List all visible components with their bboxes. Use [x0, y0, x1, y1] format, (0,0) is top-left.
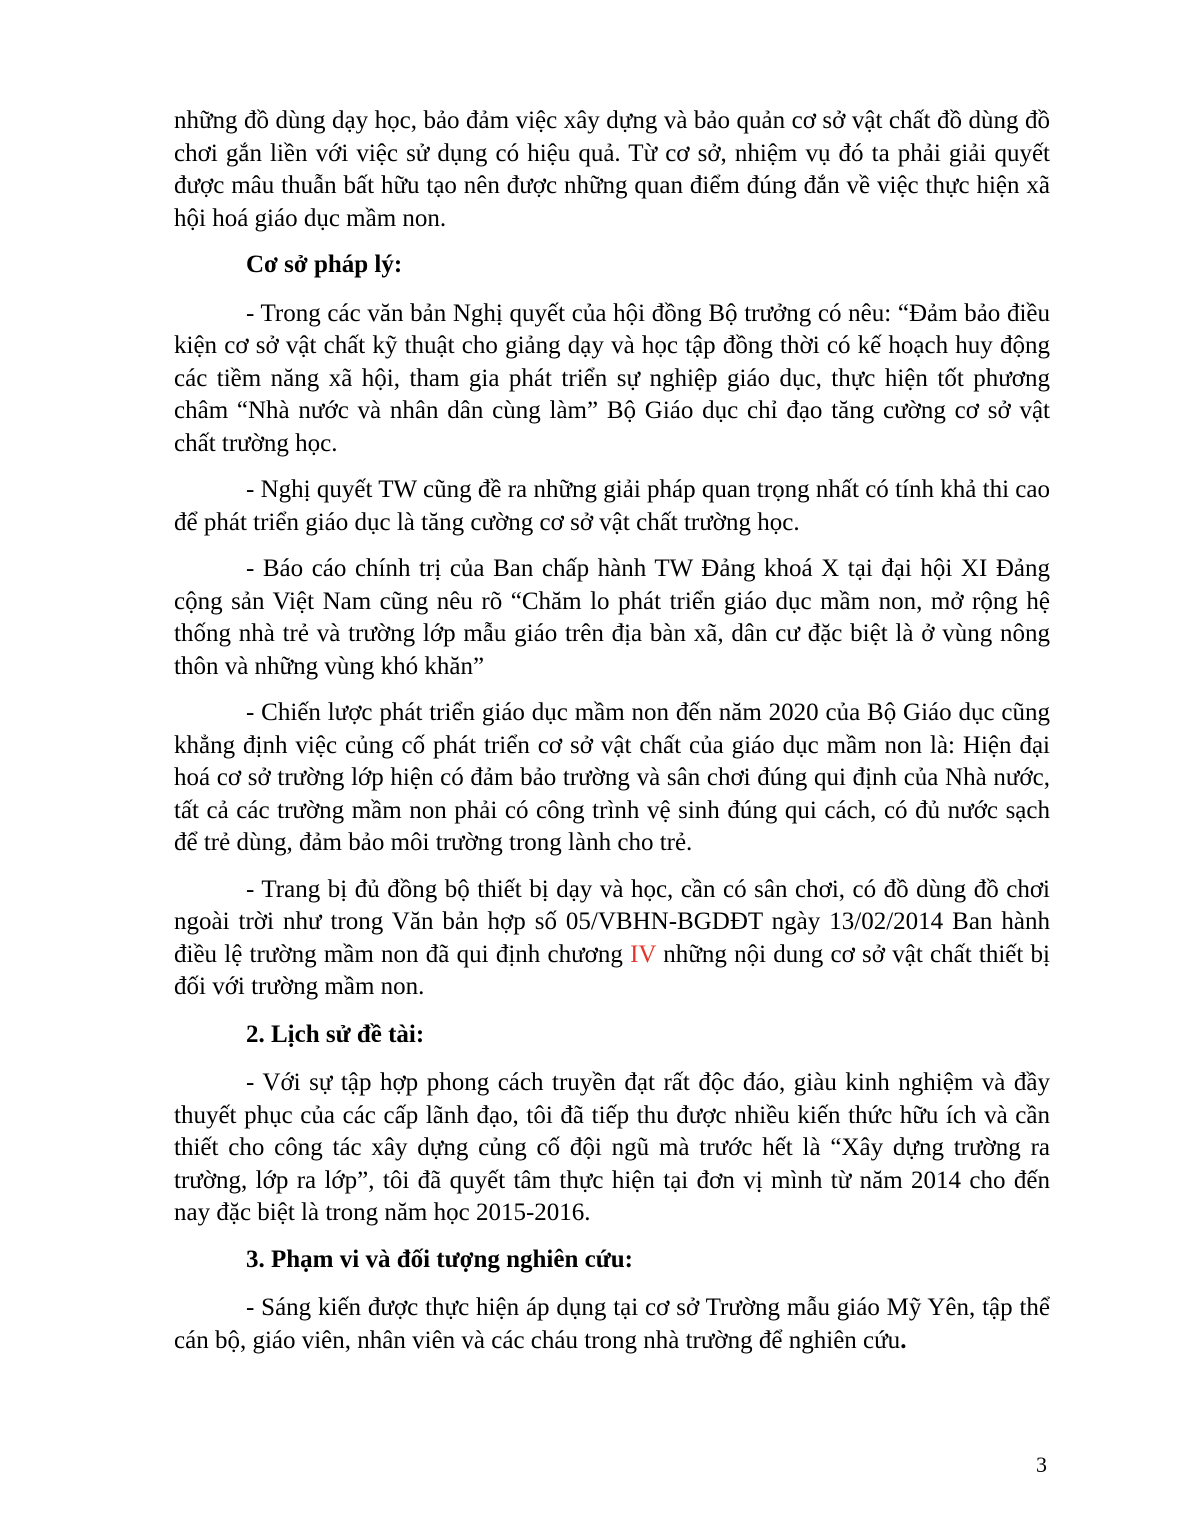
equipment-text-before: - Trang bị đủ đồng bộ thiết bị dạy và học, cần có sân chơi, có đồ dùng đồ chơi ngoài trời như trong Văn bản hợp số 05/VBHN-BGDĐT ngày 13/02/2014 Ban hành điều lệ trường mầm non đã qui định chương	[174, 875, 1050, 968]
scope-paragraph	[174, 1292, 1050, 1357]
legal-basis-item-3: - Báo cáo chính trị của Ban chấp hành TW Đảng khoá X tại đại hội XI Đảng cộng sản Việt Nam cũng nêu rõ “Chăm lo phát triển giáo dục mầm non, mở rộng hệ thống nhà trẻ và trường lớp mẫu giáo trên địa bàn xã, dân cư đặc biệt là ở vùng nông thôn và những vùng khó khăn”	[174, 555, 1050, 680]
history-paragraph: - Với sự tập hợp phong cách truyền đạt rất độc đáo, giàu kinh nghiệm và đầy thuyết phục của các cấp lãnh đạo, tôi đã tiếp thu được nhiều kiến thức hữu ích và cần thiết cho công tác xây dựng củng cố đội ngũ mà trước hết là “Xây dựng trường ra trường, lớp ra lớp”, tôi đã quyết tâm thực hiện tại đơn vị mình từ năm 2014 cho đến nay đặc biệt là trong năm học 2015-2016.	[174, 1069, 1050, 1226]
history-heading: 2. Lịch sử đề tài:	[246, 1020, 425, 1048]
page-number: 3	[1036, 1452, 1047, 1477]
scope-heading: 3. Phạm vi và đối tượng nghiên cứu:	[246, 1245, 633, 1273]
equipment-text-after: những nội dung cơ sở vật chất thiết bị đối với trường mầm non.	[174, 940, 1051, 1000]
legal-basis-item-2: - Nghị quyết TW cũng đề ra những giải pháp quan trọng nhất có tính khả thi cao để phát triển giáo dục là tăng cường cơ sở vật chất trường học.	[174, 476, 1050, 536]
legal-basis-item-5	[174, 874, 1050, 1004]
legal-basis-heading: Cơ sở pháp lý:	[246, 251, 403, 278]
scope-text: - Sáng kiến được thực hiện áp dụng tại cơ sở Trường mẫu giáo Mỹ Yên, tập thể cán bộ, giáo viên, nhân viên và các cháu trong nhà trường để nghiên cứu	[174, 1294, 1050, 1354]
document-page	[174, 105, 1050, 1371]
intro-paragraph: những đồ dùng dạy học, bảo đảm việc xây dựng và bảo quản cơ sở vật chất đồ dùng đồ chơi gắn liền với việc sử dụng có hiệu quả. Từ cơ sở, nhiệm vụ đó ta phải giải quyết được mâu thuẫn bất hữu tạo nên được những quan điểm đúng đắn về việc thực hiện xã hội hoá giáo dục mầm non.	[174, 107, 1050, 232]
chapter-number: IV	[630, 940, 657, 968]
legal-basis-item-1: - Trong các văn bản Nghị quyết của hội đồng Bộ trưởng có nêu: “Đảm bảo điều kiện cơ sở vật chất kỹ thuật cho giảng dạy và học tập đồng thời có kế hoạch huy động các tiềm năng xã hội, tham gia phát triển sự nghiệp giáo dục, thực hiện tốt phương châm “Nhà nước và nhân dân cùng làm” Bộ Giáo dục chỉ đạo tăng cường cơ sở vật chất trường học.	[174, 299, 1050, 457]
legal-basis-item-4: - Chiến lược phát triển giáo dục mầm non đến năm 2020 của Bộ Giáo dục cũng khẳng định việc củng cố phát triển cơ sở vật chất của giáo dục mầm non là: Hiện đại hoá cơ sở trường lớp hiện có đảm bảo trường và sân chơi đúng qui định của Nhà nước, tất cả các trường mầm non phải có công trình vệ sinh đúng qui cách, có đủ nước sạch để trẻ dùng, đảm bảo môi trường trong lành cho trẻ.	[174, 699, 1050, 856]
scope-end-mark: .	[900, 1326, 907, 1354]
